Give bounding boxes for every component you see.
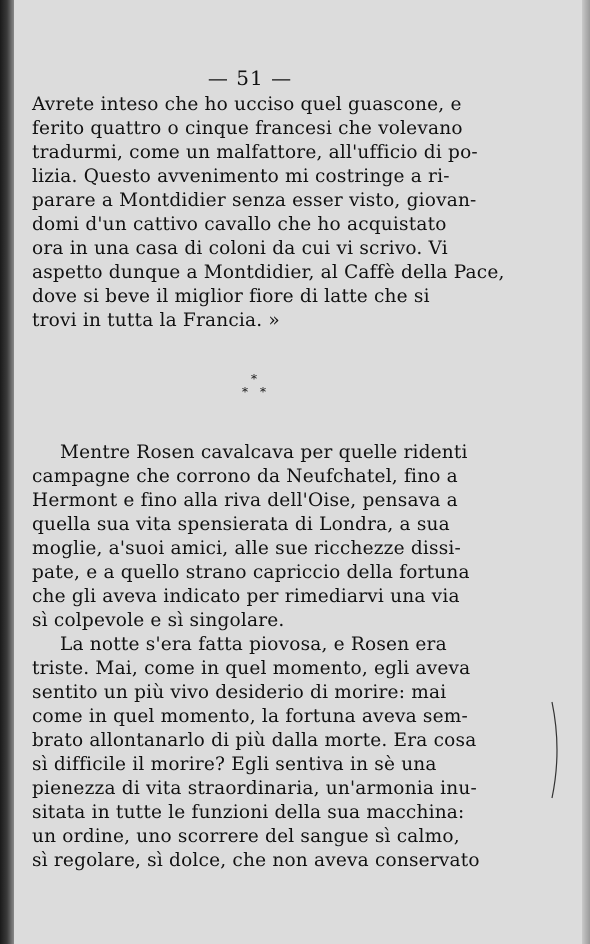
page-number: — 51 — — [207, 66, 293, 90]
paragraph1-line-9: dove si beve il miglior fiore di latte che si — [32, 286, 430, 307]
paragraph1-line-7: ora in una casa di coloni da cui vi scrivo. Vi — [32, 238, 448, 259]
paragraph1-line-8: aspetto dunque a Montdidier, al Caffè della Pace, — [32, 262, 505, 283]
paragraph3-line-6: sì difficile il morire? Egli sentiva in sè una — [32, 754, 437, 775]
paragraph2-line-7: che gli aveva indicato per rimediarvi una via — [32, 586, 460, 607]
asterisk-bottom-right: * — [260, 385, 266, 399]
page-edge-shadow — [582, 0, 590, 944]
paragraph3-line-2: triste. Mai, come in quel momento, egli aveva — [32, 658, 471, 679]
paragraph1-line-4: lizia. Questo avvenimento mi costringe a ri- — [32, 166, 450, 187]
paragraph3-line-1: La notte s'era fatta piovosa, e Rosen era — [60, 634, 447, 655]
paragraph1-line-5: parare a Montdidier senza esser visto, giovan- — [32, 190, 477, 211]
paragraph3-line-8: sitata in tutte le funzioni della sua macchina: — [32, 802, 465, 823]
asterisk-bottom-left: * — [242, 385, 248, 399]
book-spine-edge — [0, 0, 14, 944]
paragraph1-line-3: tradurmi, come un malfattore, all'ufficio di po- — [32, 142, 478, 163]
paragraph3-line-9: un ordine, uno scorrere del sangue sì calmo, — [32, 826, 460, 847]
asterisk-top: * — [251, 372, 257, 386]
section-separator-asterism — [240, 372, 272, 402]
paragraph3-line-10: sì regolare, sì dolce, che non aveva conservato — [32, 850, 480, 871]
paragraph3-line-7: pienezza di vita straordinaria, un'armonia inu- — [32, 778, 477, 799]
paragraph2-line-3: Hermont e fino alla riva dell'Oise, pensava a — [32, 490, 458, 511]
paragraph1-line-6: domi d'un cattivo cavallo che ho acquistato — [32, 214, 447, 235]
paragraph2-line-6: pate, e a quello strano capriccio della fortuna — [32, 562, 470, 583]
paragraph1-line-10: trovi in tutta la Francia. » — [32, 310, 280, 331]
paragraph1-line-1: Avrete inteso che ho ucciso quel guascone, e — [32, 94, 462, 115]
paragraph2-line-2: campagne che corrono da Neufchatel, fino a — [32, 466, 458, 487]
margin-pencil-bracket — [550, 700, 564, 800]
paragraph2-line-5: moglie, a'suoi amici, alle sue ricchezze dissi- — [32, 538, 461, 559]
paragraph1-line-2: ferito quattro o cinque francesi che volevano — [32, 118, 463, 139]
paragraph2-line-8: sì colpevole e sì singolare. — [32, 610, 285, 631]
paragraph3-line-3: sentito un più vivo desiderio di morire: mai — [32, 682, 447, 703]
paragraph3-line-5: brato allontanarlo di più dalla morte. Era cosa — [32, 730, 477, 751]
paragraph2-line-1: Mentre Rosen cavalcava per quelle ridenti — [60, 442, 468, 463]
paragraph3-line-4: come in quel momento, la fortuna aveva sem- — [32, 706, 468, 727]
paragraph2-line-4: quella sua vita spensierata di Londra, a sua — [32, 514, 450, 535]
